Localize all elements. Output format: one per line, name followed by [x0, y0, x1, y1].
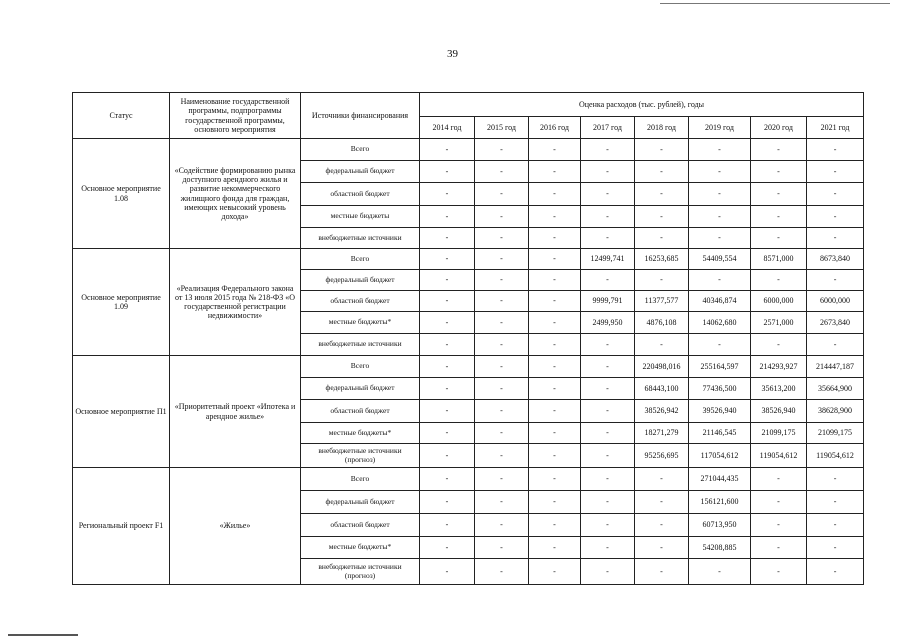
value-cell: - — [475, 491, 529, 514]
value-cell: - — [420, 270, 475, 291]
value-cell: - — [529, 423, 581, 444]
value-cell: - — [807, 537, 864, 559]
value-cell: - — [635, 468, 689, 491]
status-cell: Региональный проект F1 — [73, 468, 170, 585]
header-source: Источники финансирования — [301, 93, 420, 139]
value-cell: - — [807, 161, 864, 183]
value-cell: - — [635, 270, 689, 291]
value-cell: - — [529, 270, 581, 291]
value-cell: - — [635, 537, 689, 559]
value-cell: - — [529, 228, 581, 249]
value-cell: - — [581, 334, 635, 356]
source-cell: местные бюджеты* — [301, 537, 420, 559]
value-cell: - — [475, 537, 529, 559]
top-rule — [660, 3, 890, 4]
value-cell: - — [529, 491, 581, 514]
value-cell: - — [475, 356, 529, 378]
header-year: 2021 год — [807, 117, 864, 139]
value-cell: - — [581, 139, 635, 161]
value-cell: 60713,950 — [689, 514, 751, 537]
value-cell: 68443,100 — [635, 378, 689, 400]
value-cell: 11377,577 — [635, 291, 689, 312]
header-program: Наименование государственной программы, подпрограммы государственной программы, основного мероприятия — [170, 93, 301, 139]
value-cell: - — [420, 378, 475, 400]
value-cell: 77436,500 — [689, 378, 751, 400]
value-cell: - — [475, 161, 529, 183]
value-cell: - — [475, 559, 529, 585]
source-cell: Всего — [301, 356, 420, 378]
value-cell: - — [635, 139, 689, 161]
value-cell: 38628,900 — [807, 400, 864, 423]
source-cell: федеральный бюджет — [301, 270, 420, 291]
source-cell: местные бюджеты* — [301, 312, 420, 334]
value-cell: - — [807, 139, 864, 161]
source-cell: федеральный бюджет — [301, 161, 420, 183]
table-body — [73, 139, 864, 585]
value-cell: 21099,175 — [807, 423, 864, 444]
value-cell: - — [420, 559, 475, 585]
value-cell: - — [420, 139, 475, 161]
value-cell: - — [420, 356, 475, 378]
value-cell: - — [807, 491, 864, 514]
value-cell: 6000,000 — [751, 291, 807, 312]
value-cell: - — [751, 139, 807, 161]
status-cell: Основное мероприятие П1 — [73, 356, 170, 468]
value-cell: - — [581, 270, 635, 291]
value-cell: - — [807, 468, 864, 491]
value-cell: - — [689, 228, 751, 249]
header-year: 2018 год — [635, 117, 689, 139]
value-cell: - — [581, 423, 635, 444]
value-cell: - — [529, 514, 581, 537]
value-cell: - — [475, 291, 529, 312]
value-cell: - — [807, 206, 864, 228]
source-cell: внебюджетные источники (прогноз) — [301, 444, 420, 468]
value-cell: - — [689, 270, 751, 291]
source-cell: областной бюджет — [301, 400, 420, 423]
value-cell: 35613,200 — [751, 378, 807, 400]
value-cell: - — [751, 468, 807, 491]
value-cell: - — [581, 468, 635, 491]
value-cell: - — [581, 378, 635, 400]
source-cell: Всего — [301, 468, 420, 491]
value-cell: - — [529, 356, 581, 378]
header-status: Статус — [73, 93, 170, 139]
value-cell: - — [751, 537, 807, 559]
header-year: 2017 год — [581, 117, 635, 139]
value-cell: - — [807, 334, 864, 356]
value-cell: - — [635, 334, 689, 356]
table-row — [73, 356, 864, 378]
value-cell: 2499,950 — [581, 312, 635, 334]
header-year: 2020 год — [751, 117, 807, 139]
value-cell: 54409,554 — [689, 249, 751, 270]
value-cell: - — [581, 183, 635, 206]
value-cell: 156121,600 — [689, 491, 751, 514]
value-cell: - — [635, 228, 689, 249]
value-cell: - — [475, 334, 529, 356]
value-cell: - — [529, 559, 581, 585]
value-cell: - — [635, 491, 689, 514]
header-estimate: Оценка расходов (тыс. рублей), годы — [420, 93, 864, 117]
value-cell: - — [475, 312, 529, 334]
value-cell: - — [420, 312, 475, 334]
header-year: 2014 год — [420, 117, 475, 139]
source-cell: внебюджетные источники — [301, 334, 420, 356]
source-cell: областной бюджет — [301, 514, 420, 537]
value-cell: - — [475, 378, 529, 400]
value-cell: - — [751, 161, 807, 183]
source-cell: внебюджетные источники — [301, 228, 420, 249]
value-cell: 2673,840 — [807, 312, 864, 334]
value-cell: 9999,791 — [581, 291, 635, 312]
value-cell: - — [420, 468, 475, 491]
value-cell: - — [751, 559, 807, 585]
table-row — [73, 468, 864, 491]
value-cell: 18271,279 — [635, 423, 689, 444]
value-cell: - — [581, 356, 635, 378]
value-cell: - — [475, 468, 529, 491]
value-cell: - — [475, 270, 529, 291]
value-cell: 12499,741 — [581, 249, 635, 270]
program-name-cell: «Приоритетный проект «Ипотека и арендное жилье» — [170, 356, 301, 468]
value-cell: - — [635, 183, 689, 206]
value-cell: 220498,016 — [635, 356, 689, 378]
value-cell: - — [635, 514, 689, 537]
value-cell: - — [807, 270, 864, 291]
value-cell: - — [529, 161, 581, 183]
program-name-cell: «Жилье» — [170, 468, 301, 585]
value-cell: - — [475, 183, 529, 206]
value-cell: - — [475, 228, 529, 249]
value-cell: - — [751, 228, 807, 249]
value-cell: - — [529, 291, 581, 312]
value-cell: - — [807, 228, 864, 249]
bottom-rule — [8, 634, 78, 636]
value-cell: - — [581, 514, 635, 537]
source-cell: местные бюджеты* — [301, 423, 420, 444]
source-cell: внебюджетные источники (прогноз) — [301, 559, 420, 585]
value-cell: - — [420, 183, 475, 206]
value-cell: - — [751, 334, 807, 356]
value-cell: - — [689, 139, 751, 161]
page-number: 39 — [447, 48, 458, 60]
value-cell: - — [689, 183, 751, 206]
value-cell: - — [529, 468, 581, 491]
value-cell: - — [420, 444, 475, 468]
value-cell: 16253,685 — [635, 249, 689, 270]
value-cell: - — [475, 139, 529, 161]
value-cell: - — [751, 491, 807, 514]
value-cell: 6000,000 — [807, 291, 864, 312]
source-cell: Всего — [301, 139, 420, 161]
value-cell: - — [529, 400, 581, 423]
value-cell: 119054,612 — [807, 444, 864, 468]
value-cell: - — [529, 249, 581, 270]
value-cell: 38526,940 — [751, 400, 807, 423]
value-cell: - — [475, 514, 529, 537]
value-cell: - — [751, 206, 807, 228]
value-cell: - — [420, 206, 475, 228]
value-cell: 271044,435 — [689, 468, 751, 491]
value-cell: - — [581, 491, 635, 514]
table-row — [73, 249, 864, 270]
value-cell: - — [529, 334, 581, 356]
value-cell: - — [475, 249, 529, 270]
value-cell: 214293,927 — [751, 356, 807, 378]
value-cell: - — [689, 161, 751, 183]
value-cell: 14062,680 — [689, 312, 751, 334]
value-cell: - — [420, 514, 475, 537]
value-cell: - — [689, 206, 751, 228]
value-cell: - — [475, 444, 529, 468]
value-cell: - — [635, 161, 689, 183]
value-cell: - — [420, 161, 475, 183]
value-cell: - — [751, 183, 807, 206]
source-cell: областной бюджет — [301, 183, 420, 206]
source-cell: федеральный бюджет — [301, 378, 420, 400]
header-year: 2016 год — [529, 117, 581, 139]
value-cell: - — [529, 444, 581, 468]
value-cell: - — [475, 423, 529, 444]
value-cell: - — [635, 559, 689, 585]
value-cell: - — [635, 206, 689, 228]
value-cell: - — [807, 514, 864, 537]
value-cell: 117054,612 — [689, 444, 751, 468]
value-cell: - — [420, 537, 475, 559]
value-cell: 214447,187 — [807, 356, 864, 378]
value-cell: 95256,695 — [635, 444, 689, 468]
value-cell: 54208,885 — [689, 537, 751, 559]
value-cell: 119054,612 — [751, 444, 807, 468]
status-cell: Основное мероприятие 1.09 — [73, 249, 170, 356]
value-cell: - — [689, 334, 751, 356]
value-cell: - — [751, 270, 807, 291]
value-cell: - — [529, 537, 581, 559]
value-cell: - — [475, 400, 529, 423]
source-cell: местные бюджеты — [301, 206, 420, 228]
value-cell: - — [689, 559, 751, 585]
value-cell: - — [581, 228, 635, 249]
header-year: 2019 год — [689, 117, 751, 139]
value-cell: 2571,000 — [751, 312, 807, 334]
value-cell: - — [581, 444, 635, 468]
source-cell: областной бюджет — [301, 291, 420, 312]
table-row — [73, 139, 864, 161]
source-cell: Всего — [301, 249, 420, 270]
value-cell: - — [475, 206, 529, 228]
value-cell: - — [529, 139, 581, 161]
status-cell: Основное мероприятие 1.08 — [73, 139, 170, 249]
value-cell: - — [420, 491, 475, 514]
value-cell: - — [420, 228, 475, 249]
value-cell: - — [581, 206, 635, 228]
program-name-cell: «Реализация Федерального закона от 13 июля 2015 года № 218-ФЗ «О государственной регистрации недвижимости» — [170, 249, 301, 356]
value-cell: - — [581, 161, 635, 183]
value-cell: - — [420, 423, 475, 444]
value-cell: - — [420, 334, 475, 356]
value-cell: 255164,597 — [689, 356, 751, 378]
source-cell: федеральный бюджет — [301, 491, 420, 514]
value-cell: - — [529, 206, 581, 228]
value-cell: 8673,840 — [807, 249, 864, 270]
value-cell: 8571,000 — [751, 249, 807, 270]
value-cell: - — [581, 559, 635, 585]
value-cell: 4876,108 — [635, 312, 689, 334]
value-cell: - — [529, 378, 581, 400]
value-cell: 39526,940 — [689, 400, 751, 423]
value-cell: - — [420, 249, 475, 270]
value-cell: 40346,874 — [689, 291, 751, 312]
value-cell: - — [420, 400, 475, 423]
value-cell: - — [807, 559, 864, 585]
program-name-cell: «Содействие формированию рынка доступного арендного жилья и развитие некоммерческого жилищного фонда для граждан, имеющих невысокий уровень дохода» — [170, 139, 301, 249]
value-cell: - — [420, 291, 475, 312]
value-cell: - — [751, 514, 807, 537]
budget-table — [72, 92, 864, 585]
value-cell: 21099,175 — [751, 423, 807, 444]
value-cell: - — [807, 183, 864, 206]
value-cell: - — [581, 537, 635, 559]
value-cell: 21146,545 — [689, 423, 751, 444]
value-cell: - — [581, 400, 635, 423]
value-cell: 38526,942 — [635, 400, 689, 423]
value-cell: - — [529, 183, 581, 206]
value-cell: - — [529, 312, 581, 334]
header-year: 2015 год — [475, 117, 529, 139]
value-cell: 35664,900 — [807, 378, 864, 400]
